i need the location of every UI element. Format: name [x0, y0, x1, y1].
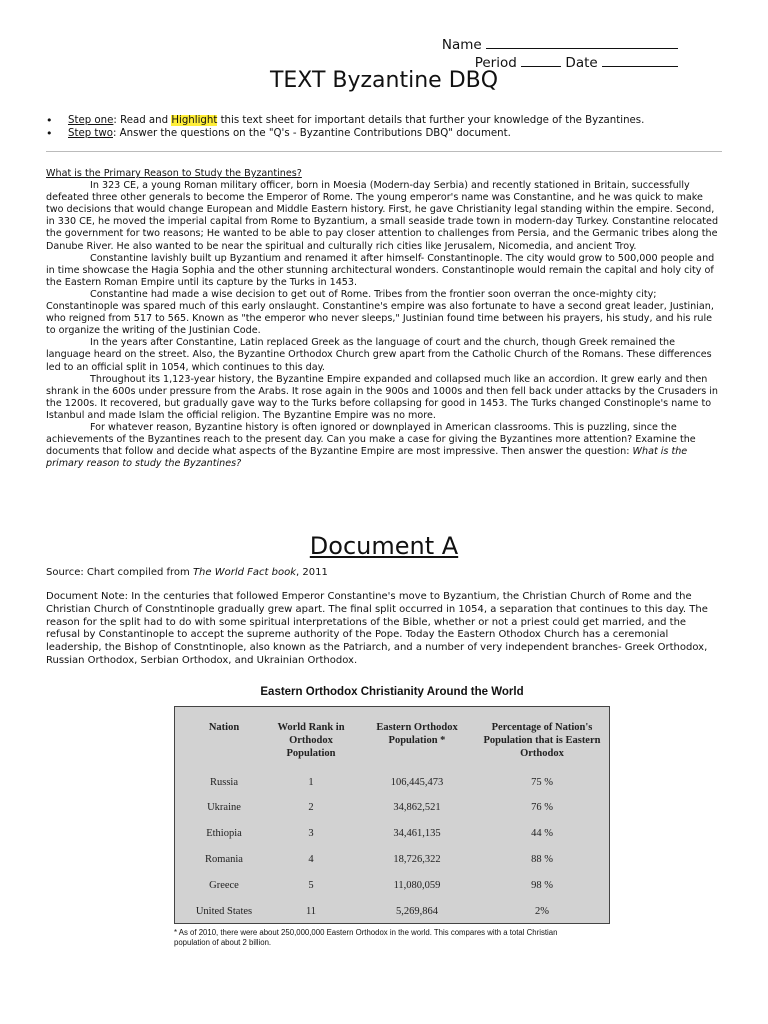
source-suffix: , 2011 — [296, 567, 328, 578]
cell-rank: 2 — [308, 802, 314, 813]
source-prefix: Source: Chart compiled from — [46, 567, 193, 578]
cell-percentage: 98 % — [531, 880, 553, 891]
cell-population: 11,080,059 — [393, 880, 441, 891]
cell-nation: United States — [195, 906, 253, 917]
essay-paragraph-4: In the years after Constantine, Latin replaced Greek as the language of court and the church, though Greek remained the language heard on the street. Also, the Byzantine Orthodox Church grew apart from the Catholic Church of the Romans. These differences led to an official split in 1054, which continues to this day. — [46, 337, 712, 373]
step-one-text-b: this text sheet for important details that further your knowledge of the Byzantines. — [217, 115, 645, 126]
cell-percentage: 44 % — [531, 828, 553, 839]
col-header-population: Eastern Orthodox Population * — [376, 722, 458, 746]
source-title: The World Fact book — [192, 567, 297, 578]
cell-rank: 1 — [308, 777, 314, 788]
cell-nation: Romania — [205, 854, 243, 865]
cell-population: 18,726,322 — [393, 854, 441, 865]
cell-nation: Russia — [209, 777, 238, 788]
step-one-text-a: : Read and — [113, 115, 172, 126]
table-row — [175, 777, 609, 791]
chart-title: Eastern Orthodox Christianity Around the World — [260, 686, 524, 698]
table-row — [175, 828, 609, 842]
essay-paragraph-2: Constantine lavishly built up Byzantium and renamed it after himself- Constantinople. The city would grow to 500,000 people and in time showcase the Hagia Sophia and the other stunning architectural wonders. Constantinople would remain the capital and holy city of the Eastern Roman Empire until its capture by the Turks in 1453. — [46, 252, 715, 288]
table-row — [175, 802, 609, 816]
cell-percentage: 2% — [535, 906, 549, 917]
name-label: Name — [441, 37, 482, 53]
name-blank[interactable] — [486, 35, 678, 49]
essay — [46, 168, 722, 470]
cell-percentage: 75 % — [531, 777, 553, 788]
date-label: Date — [565, 55, 598, 71]
essay-paragraph-3: Constantine had made a wise decision to get out of Rome. Tribes from the frontier soon overran the once-mighty city; Constantinople was spared much of this early onslaught. Constantine's empire was also fortunate to have a second great leader, Justinian, who reigned from 517 to 565. Known as "the emperor who never sleeps," Justinian found time between his prayers, his study, and his rule to organize the writing of the Justinian Code. — [46, 288, 714, 337]
highlight-word: Highlight — [171, 115, 218, 126]
document-source — [46, 566, 328, 579]
col-header-nation: Nation — [208, 722, 240, 733]
cell-rank: 3 — [308, 828, 314, 839]
cell-rank: 11 — [305, 906, 317, 917]
chart-footnote: * As of 2010, there were about 250,000,000 Eastern Orthodox in the world. This compares with a total Christian population of about 2 billion. — [174, 928, 558, 947]
essay-question: What is the primary reason to study the Byzantines? — [46, 446, 688, 470]
cell-population: 34,461,135 — [393, 828, 441, 839]
cell-nation: Ethiopia — [206, 828, 242, 839]
essay-paragraph-6-text: For whatever reason, Byzantine history is often ignored or downplayed in American classrooms. This is puzzling, since the achievements of the Byzantines reach to the present day. Can you make a case for giving the Byzantines more attention? Examine the documents that follow and decide what aspects of the Byzantine Empire are most impressive. Then answer the question: — [46, 421, 696, 458]
document-note: Document Note: In the centuries that followed Emperor Constantine's move to Byzantium, the Christian Church of Rome and the Christian Church of Constntinople gradually grew apart. The final split occurred in 1054, a separation that continues to this day. The reason for the split had to do with some spiritual interpretations of the Bible, whether or not a priest could get married, and the refusal by Constantinople to accept the supreme authority of the Pope. Today the Eastern Othodox Church has a ceremonial leadership, the Bishop of Constntinople, also known as the Patriarch, and a number of very independent branches- Greek Orthodox, Russian Orthodox, Serbian Orthodox, and Ukrainian Orthodox. — [46, 591, 708, 666]
name-line — [442, 35, 678, 54]
step-one-label: Step one — [68, 115, 114, 126]
essay-heading: What is the Primary Reason to Study the Byzantines? — [46, 168, 302, 179]
step-two-text: : Answer the questions on the "Q's - Byzantine Contributions DBQ" document. — [113, 128, 511, 139]
col-header-rank: World Rank in Orthodox Population — [277, 722, 345, 759]
step-two — [46, 127, 736, 140]
essay-paragraph-5: Throughout its 1,123-year history, the Byzantine Empire expanded and collapsed much like an accordion. It grew early and then shrank in the 600s under pressure from the Arabs. It rose again in the 900s and 1000s and then fell back under attacks by the Crusaders in the 1200s. It recovered, but gradually gave way to the Turks before collapsing for good in 1453. The Turks changed Constinople's name to Istanbul and made Islam the official religion. The Byzantine Empire was no more. — [46, 373, 718, 421]
orthodox-chart — [174, 686, 610, 968]
col-header-percentage: Percentage of Nation's Population that is Eastern Orthodox — [483, 722, 601, 759]
cell-percentage: 76 % — [531, 802, 553, 813]
cell-population: 106,445,473 — [390, 777, 444, 788]
cell-population: 34,862,521 — [393, 802, 441, 813]
essay-paragraph-1: In 323 CE, a young Roman military officer, born in Moesia (Modern-day Serbia) and recently stationed in Britain, successfully defeated three other generals to become the Emperor of Rome. The young emperor's name was Constantine, and he was quick to make two decisions that would change European and Middle Eastern history. First, he gave Christianity legal standing within the empire. Second, in 330 CE, he moved the imperial capital from Rome to Byzantium, a small seaside trade town in modern-day Turkey. Constantine relocated the government for two reasons; He wanted to be able to pay closer attention to challenges from Persia, and the Germanic tribes along the Danube River. He also wanted to be near the spiritual and culturally rich cities like Jerusalem, Nicomedia, and ancient Troy. — [46, 180, 719, 252]
chart-table — [174, 706, 610, 924]
document-title: Document A — [309, 532, 459, 560]
cell-nation: Ukraine — [207, 802, 241, 813]
table-row — [175, 906, 609, 920]
cell-population: 5,269,864 — [396, 906, 438, 917]
table-row — [175, 854, 609, 868]
essay-paragraph-6 — [46, 422, 722, 470]
cell-rank: 5 — [308, 880, 314, 891]
steps-list — [46, 114, 736, 140]
step-two-label: Step two — [68, 128, 113, 139]
date-blank[interactable] — [602, 53, 678, 67]
cell-nation: Greece — [209, 880, 239, 891]
step-one — [46, 114, 736, 127]
table-row — [175, 880, 609, 894]
period-label: Period — [474, 55, 517, 71]
page-title: TEXT Byzantine DBQ — [269, 68, 499, 93]
cell-percentage: 88 % — [531, 854, 553, 865]
divider — [46, 151, 722, 152]
period-blank[interactable] — [521, 53, 561, 67]
cell-rank: 4 — [308, 854, 314, 865]
